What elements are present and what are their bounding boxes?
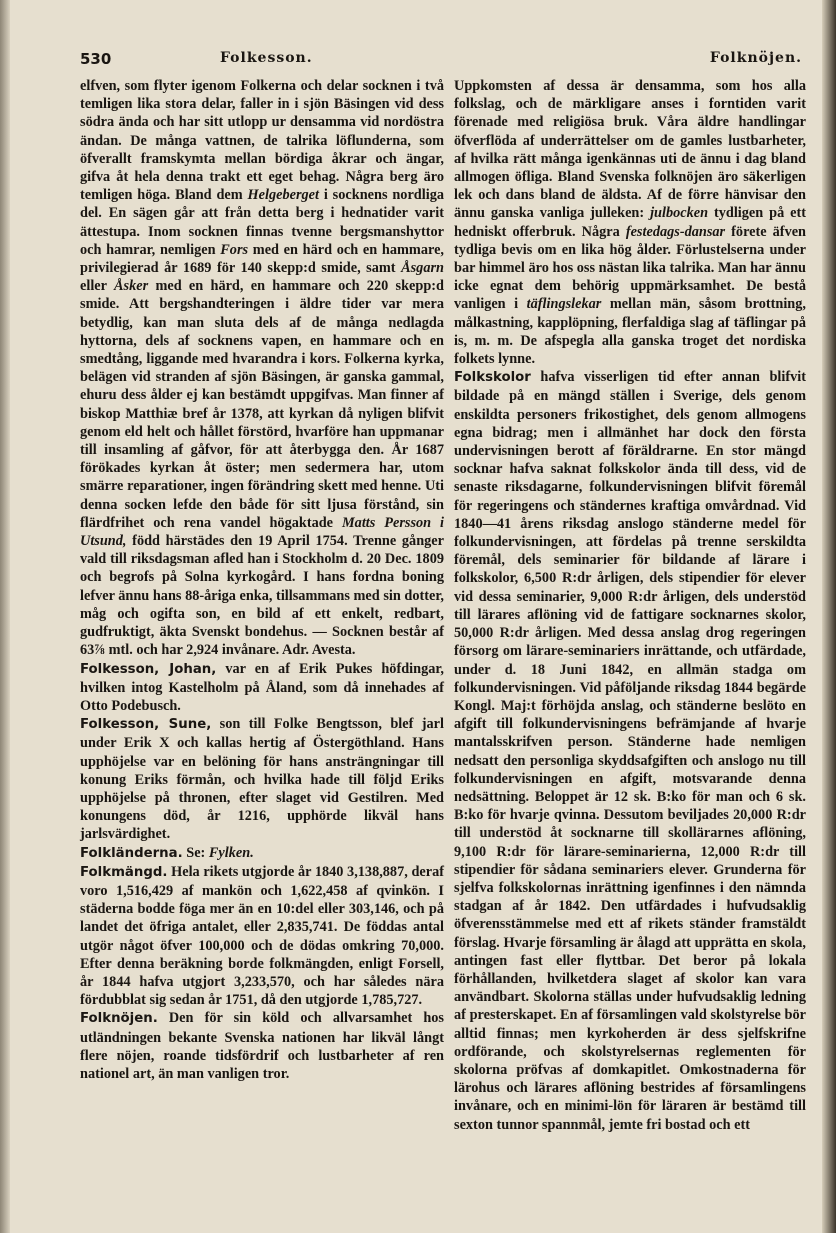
body-text: elfven, som flyter igenom Folkerna och delar socknen i två temligen lika stora delar, faller in i sjön Bäsingen vid dess södra ända och har sitt utlopp ur densamma vid nordöstra ändan. De många vattnen, de talrika löflunderna, som öfverallt framskymta mellan bördiga åkrar och ängar, gifva åt hela denna trakt ett eget behag. Några berg äro temligen höga. Bland dem [80,78,444,204]
paragraph-r2 [454,368,806,1134]
body-text: förete äfven tydliga bevis om en lika hög ålder. Förlustelserna under bar himmel äro hos oss nästan lika talrika. Man har ännu icke egnat dem behörig uppmärksamhet. De bestå vanligen i [454,223,807,313]
body-text: född härstädes den 19 April 1754. Trenne gånger vald till riksdagsman afled han i Stockholm d. 20 Dec. 1809 och begrofs på Solna kyrkogård. I hans fordna boning lefver ännu hans 88-åriga enka, tillsammans med sin dotter, måg och ogifta son, en bild af ett enkelt, redbart, gudfruktigt, äkta Svenskt bondehus. — Socknen består af 63⅞ mtl. och har 2,924 invånare. Adr. Avesta. [80,533,444,659]
body-text: var en af Erik Pukes höfdingar, hvilken intog Kastelholm på Åland, som då innehades af Otto Podebusch. [80,660,444,714]
left-column [80,77,444,1083]
paragraph-p2 [80,660,444,716]
entry-headword: Folkmängd. [80,864,168,880]
body-text: med en härd och en hammare, privilegierad år 1689 för 140 skepp:d smide, samt [80,241,444,277]
body-text: Hela rikets utgjorde år 1840 3,138,887, deraf voro 1,516,429 af mankön och 1,622,458 af qvinkön. I städerna bodde föga mer än en 10:del eller 303,146, och på landet det öfriga antalet, eller 2,835,741. De föddas antal utgör något öfver 100,000 och de dödas omkring 70,000. Efter denna beräkning borde folkmängden, enligt Forsell, år 1844 hafva utgjort 3,233,570, och har således nära fördubblat sig sedan år 1751, då den utgjorde 1,785,727. [80,863,444,1009]
page-header [80,50,802,72]
page-edge-shadow [822,0,836,1233]
paragraph-p4 [80,844,444,863]
body-text: tydligen på ett hedniskt offerbruk. Några [454,205,806,240]
body-text: med en härd, en hammare och 220 skepp:d smide. Att bergshandteringen i äldre tider var mera betydlig, kan man sluta dels af de många nedlagda hyttorna, dels af socknens vapen, en hammare och en smedtång, liggande med hvarandra i kors. Folkerna kyrka, belägen vid stranden af sjön Bäsingen, är ganska gammal, ehuru dess ålder ej kan bestämdt uppgifvas. Man finner af biskop Matthiæ bref år 1378, att kyrkan då nyligen blifvit genom eld helt och hållet förstörd, hvarföre han uppmanar till insamling af gåfvor, för att återbygga den. År 1687 förökades kyrkan åt öster; men sedermera har, utom smärre reparationer, ingen förändring skett med henne. Uti denna socken lefde den både för sitt ljusa förstånd, sin flärdfrihet och rena vandel högaktade [80,278,444,531]
italic-term: julbocken [650,205,709,222]
italic-term: festedags-dansar [625,223,726,240]
right-column [454,77,806,1134]
entry-headword: Folkesson, Johan, [80,661,217,677]
entry-headword: Folkesson, Sune, [80,717,212,733]
page-number: 530 [80,50,112,68]
body-text: Se: [182,844,209,861]
body-text: Uppkomsten af dessa är densamma, som hos alla folkslag, och de märkligare anses i forntiden varit förenade med religiösa bruk. Våra äldre handlingar öfverflöda af underrättelser om de gamles lustbarheter, af hvilka rätt många igenkännas uti de ännu i dag bland allmogen öfliga. Bland Svenska folknöjen äro säkerligen lek och dans bland de äldsta. Af de förre hänvisar den ännu ganska vanliga julleken: [454,78,806,222]
body-text: eller [80,278,114,295]
italic-term: Fylken. [208,844,254,861]
italic-term: Helgeberget [247,187,320,204]
paragraph-p5 [80,863,444,1010]
italic-term: täflingslekar [526,296,602,313]
running-head-left: Folkesson. [220,50,313,66]
body-text: hafva visserligen tid efter annan blifvit bildade på en mängd ställen i Sverige, dels genom enskildta personers frikostighet, dels genom allmogens egna bidrag; men i allmänhet har dock den första undervisningen berott af föräldrarne. En stor mängd socknar hafva saknat folkskolor ända till dess, vid de senaste riksdagarne, folkundervisningen blifvit föremål för regeringens och ständernes kraftiga omvårdnad. Vid 1840—41 årens riksdag anslogo ständerne medel för folkundervisningen, att fördelas på trenne serskildta föremål, dels seminarier för bildande af lärare i folkskolor, 6,500 R:dr årligen, dels stipendier för elever vid dessa seminarier, 9,000 R:dr årligen, dels understöd till lärares aflöning vid de fattigare socknarnes skolor, 50,000 R:dr årligen. Med dessa anslag drog regeringen försorg om lärare-seminariers inrättande, och utfärdade, under d. 18 Juni 1842, en allmän stadga om folkundervisningen. Vid påföljande riksdag 1844 begärde Kongl. Maj:t förhöjda anslag, och ständerne beslöto en afgift till folkundervisningens befrämjande af hvarje mantalsskrifven person. Ständerne hade nemligen nedsatt den personliga skyddsafgiften och anslogo nu till folkundervisningen en afgift, motsvarande denna nedsättning. Beloppet är 12 sk. B:ko för man och 6 sk. B:ko för hvarje qvinna. Dessutom beviljades 20,000 R:dr till understöd åt socknarne till skollärarnes aflöning, 9,100 R:dr för lärare-seminarierna, 12,000 R:dr till stipendier för sådana seminariers elever. Grunderna för sjelfva folkskolornas inrättning igenfinnes i den nämnda stadgan af år 1842. Den utfärdades i hufvudsaklig öfverensstämmelse med ett af rikets ständer framstäldt förslag. Hvarje församling är ålagd att upprätta en skola, antingen fast eller flyttbar. Det beror på lokala förhållanden, hvilketdera slaget af skolor kan vara användbart. Skolorna ställas under hufvudsaklig ledning af presterskapet. En af församlingen vald skolstyrelse bör alltid finnas; men kyrkoherden är dess sjelfskrifne ordförande, och skolstyrelsernas reglementen för skolorna pröfvas af domkapitlet. Omkostnaderna för lärohus och lärares aflöning bestrides af församlingens invånare, och en minimi-lön för läraren är bestämd till sexton tunnor spannmål, jemte fri bostad och ett [454,369,806,1133]
body-text: i socknens nordliga del. En sägen går att från detta berg i hednatider varit ättestupa. Inom socknen finnas tvenne bergsmanshyttor och hamrar, nemligen [80,187,444,258]
italic-term: Åsker [114,278,149,295]
italic-term: Matts Persson i Utsund, [80,514,444,550]
paragraph-p6 [80,1009,444,1083]
paragraph-p3 [80,715,444,843]
paragraph-p1 [80,77,444,660]
entry-headword: Folknöjen. [80,1011,158,1027]
entry-headword: Folkländerna. [80,845,183,861]
paragraph-r1 [454,77,806,368]
body-text: mellan män, såsom brottning, målkastning, kapplöpning, flerfaldiga slag af täflingar på is, m. m. De afspegla alla ganska troget det nordiska folkets lynne. [454,296,806,368]
italic-term: Åsgarn [401,260,444,277]
entry-headword: Folkskolor [454,370,531,386]
italic-term: Fors [220,241,249,258]
body-text: Den för sin köld och allvarsamhet hos utländningen bekante Svenska nationen har likväl långt flere nöjen, roande tidsfördrif och lustbarheter af ren nationel art, än man vanligen tror. [80,1010,444,1082]
body-text: son till Folke Bengtsson, blef jarl under Erik X och kallas hertig af Östergöthland. Hans upphöjelse var en belöning för hans ansträngningar till konung Eriks förmån, och hvilka hade till följd Eriks upphöjelse på thronen, efter slaget vid Gestilren. Med konungens död, år 1216, upphörde likväl hans jarlsvärdighet. [80,716,444,843]
page-gutter-shadow [0,0,10,1233]
running-head-right: Folknöjen. [709,50,802,66]
